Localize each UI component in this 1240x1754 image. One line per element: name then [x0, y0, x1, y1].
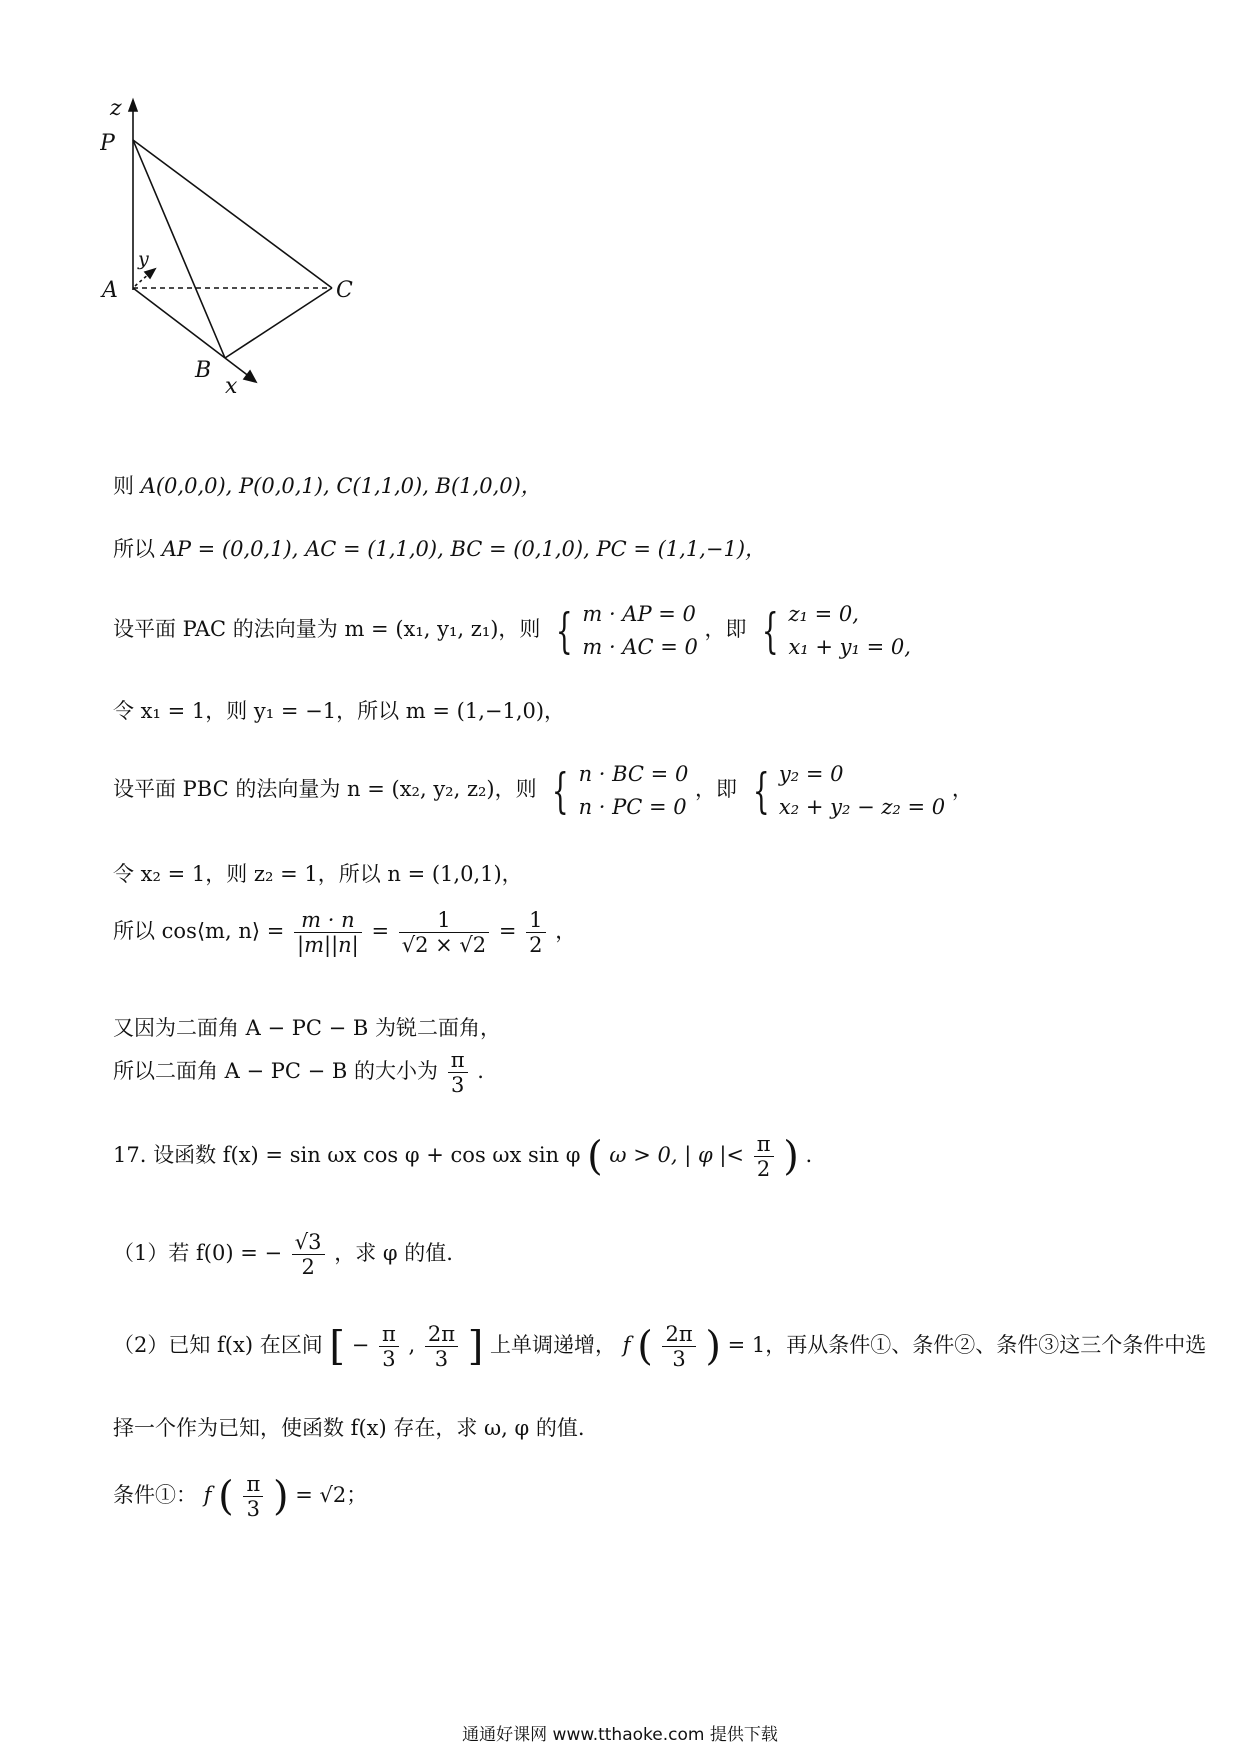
acute-line: 又因为二面角 A − PC − B 为锐二面角， [113, 1016, 502, 1040]
normal-pac-intro: 设平面 PAC 的法向量为 m = (x₁, y₁, z₁)，则 [113, 617, 541, 642]
part2-f-frac: $\frac{2\pi}{3}$ [662, 1322, 695, 1371]
cos-frac-3: $\frac{1}{2}$ [526, 908, 545, 957]
footer-credit: 通通好课网 www.tthaoke.com 提供下载 [462, 1725, 778, 1745]
answer-line: 所以二面角 A − PC − B 的大小为 $\frac{\pi}{3}$ . [113, 1048, 484, 1098]
vectors-text: AP = (0,0,1), AC = (1,1,0), BC = (0,1,0), PC = (1,1,−1)， [161, 537, 767, 561]
label-a: A [102, 278, 118, 303]
cos-frac-1: $\frac{m \cdot n}{|m||n|}$ [294, 908, 362, 957]
x-axis-arrow [244, 371, 256, 382]
vectors-line: 所以 AP = (0,0,1), AC = (1,1,0), BC = (0,1,0), PC = (1,1,−1)， [113, 537, 767, 561]
part1-line: （1）若 f(0) = − $\frac{√3}{2}$ ，求 φ 的值. [113, 1230, 453, 1280]
cos-frac-2: $\frac{1}{√2 \times √2}$ [399, 908, 489, 957]
z-axis-arrow [129, 100, 137, 111]
set-m-line: 令 x₁ = 1，则 y₁ = −1，所以 m = (1,−1,0)， [113, 699, 566, 723]
label-b: B [195, 358, 212, 383]
brace-icon: { [555, 602, 573, 659]
brace-icon: { [552, 762, 570, 819]
cond1-frac: $\frac{\pi}{3}$ [243, 1472, 263, 1521]
label-y: y [138, 248, 149, 270]
tetrahedron-figure [100, 95, 380, 435]
coords-text: A(0,0,0), P(0,0,1), C(1,1,0), B(1,0,0)， [140, 474, 542, 498]
label-p: P [100, 131, 115, 156]
cos-line: 所以 cos⟨m, n⟩ = $\frac{m \cdot n}{|m||n|}$ = $\frac{1}{√2 \times √2}$ = $\frac{1}{2}$ ， [113, 908, 577, 958]
normal-pbc-line: 设平面 PBC 的法向量为 n = (x₂, y₂, z₂)，则 { n · BC = 0 n · PC = 0 ，即 { y₂ = 0 x₂ + y₂ − z₂ = 0 ， [113, 758, 973, 823]
coords-line: 则 A(0,0,0), P(0,0,1), C(1,1,0), B(1,0,0)， [113, 474, 542, 498]
label-z: z [110, 96, 122, 121]
part1-frac: $\frac{√3}{2}$ [292, 1230, 325, 1279]
problem17-stem: 17. 设函数 f(x) = sin ωx cos φ + cos ωx sin φ ( ω > 0, | φ |< $\frac{\pi}{2}$ ) . [113, 1132, 813, 1182]
normal-pac-result: z₁ = 0, x₁ + y₁ = 0, [788, 602, 911, 659]
set-n-line: 令 x₂ = 1，则 z₂ = 1，所以 n = (1,0,1)， [113, 862, 523, 886]
brace-icon: { [752, 762, 770, 819]
label-c: C [336, 278, 353, 303]
stem-frac: $\frac{\pi}{2}$ [754, 1132, 774, 1181]
part2-line: （2）已知 f(x) 在区间 [ − $\frac{\pi}{3}$ , $\frac{2\pi}{3}$ ] 上单调递增， f ( $\frac{2\pi}{3}$ ) = 1，再从条件①、条件②、条件③这三个条件中选 [113, 1322, 1207, 1372]
part2-right-frac: $\frac{2\pi}{3}$ [425, 1322, 458, 1371]
part2-line2: 择一个作为已知，使函数 f(x) 存在，求 ω, φ 的值. [113, 1416, 585, 1440]
normal-pbc-system: n · BC = 0 n · PC = 0 [578, 762, 689, 819]
brace-icon: { [762, 602, 779, 659]
normal-pbc-intro: 设平面 PBC 的法向量为 n = (x₂, y₂, z₂)，则 [113, 777, 537, 802]
normal-pac-line: 设平面 PAC 的法向量为 m = (x₁, y₁, z₁)，则 { m · AP = 0 m · AC = 0 ，即 { z₁ = 0, x₁ + y₁ = 0, [113, 598, 911, 663]
edge-ab [133, 288, 225, 358]
normal-pac-system: m · AP = 0 m · AC = 0 [582, 602, 698, 659]
normal-pbc-result: y₂ = 0 x₂ + y₂ − z₂ = 0 [778, 762, 946, 819]
cond1-line: 条件①： f ( $\frac{\pi}{3}$ ) = √2； [113, 1472, 368, 1522]
part2-left-frac: $\frac{\pi}{3}$ [379, 1322, 399, 1371]
label-x: x [225, 374, 238, 399]
answer-frac: $\frac{\pi}{3}$ [448, 1048, 468, 1097]
edge-pc [133, 140, 332, 288]
edge-bc [225, 288, 332, 358]
